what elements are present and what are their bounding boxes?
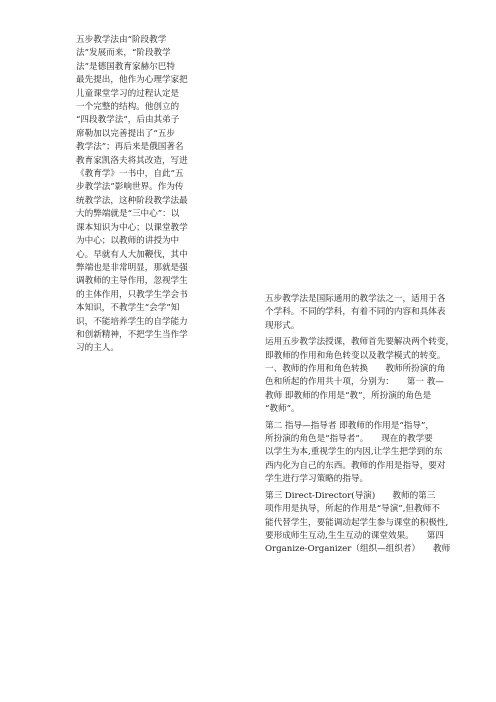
right-text-paragraph <box>265 420 446 487</box>
right-text-line: 项作用是执导，所起的作用是“导演”,但教师不 <box>265 504 440 515</box>
left-text-line: 大的弊端就是“三中心”：以 <box>76 209 180 220</box>
right-text-paragraph <box>265 490 451 557</box>
left-text-line: 心。早就有人大加鞭伐，其中 <box>76 249 188 260</box>
right-text-line: 能代替学生，要能调动起学生参与课堂的积极性, <box>265 517 449 528</box>
left-text-line: 弊端也是非常明显，那就是强 <box>76 262 188 273</box>
right-text-line: 即教师的作用和角色转变以及教学模式的转变。 <box>265 350 446 361</box>
right-text-line: 色和所起的作用共十项，分别为： 第一 教— <box>265 377 444 388</box>
right-text-line: 一、教师的作用和角色转换 教师所扮演的角 <box>265 364 446 375</box>
left-text-line: 和创新精神，不把学生当作学 <box>76 329 188 340</box>
left-text-line: 习的主人。 <box>76 343 119 354</box>
right-text-line: 五步教学法是国际通用的教学法之一，适用于各 <box>265 294 446 304</box>
right-text-line: 学生进行学习策略的指导。 <box>265 474 369 485</box>
left-text-line: 统教学法，这种阶段教学法最 <box>76 195 188 206</box>
left-text-line: 教学法”；再后来是俄国著名 <box>76 142 184 153</box>
right-text-line: 所扮演的角色是“指导者”。 现在的教学要 <box>265 434 433 445</box>
right-text-column <box>265 293 455 557</box>
left-text-column <box>76 34 212 356</box>
left-text-line: 步教学法”影响世界。作为传 <box>76 182 184 193</box>
right-text-paragraph <box>265 293 446 333</box>
right-text-line: 运用五步教学法授课，教师首先要解决两个转变， <box>265 337 455 348</box>
left-text-line: 一个完整的结构。他创立的 <box>76 102 180 113</box>
left-text-line: 五步教学法由“阶段教学 <box>76 35 167 45</box>
left-text-line: 本知识，不教学生“会学”知 <box>76 303 180 314</box>
left-text-line: 《教育学》一书中，自此“五 <box>76 169 184 180</box>
left-text-line: 儿童课堂学习的过程认定是 <box>76 88 180 99</box>
left-text-line: 席勒加以完善提出了“五步 <box>76 128 175 139</box>
right-text-line: 教师 即教师的作用是“教”，所扮演的角色是 <box>265 390 432 401</box>
right-text-line: 要形成师生互动,生生互动的课堂效果。 第四 <box>265 530 444 541</box>
right-text-line: 第三 Direct-Director(导演) 教师的第三 <box>265 490 436 501</box>
right-text-line: 个学科。不同的学科，有着不同的内容和具体表 <box>265 307 446 318</box>
right-text-paragraph <box>265 336 455 416</box>
right-text-line: Organize-Organizer（组织—组织者） 教师 <box>265 544 451 555</box>
left-text-line: 课本知识为中心；以课堂教学 <box>76 222 188 233</box>
left-text-line: 法”发展而来，“阶段教学 <box>76 48 171 59</box>
left-text-line: 法”是德国教育家赫尔巴特 <box>76 61 175 72</box>
left-text-line: 教育家凯洛夫将其改造，写进 <box>76 155 188 166</box>
left-text-line: 识，不能培养学生的自学能力 <box>76 316 188 327</box>
right-text-line: 西内化为自己的东西。教师的作用是指导，要对 <box>265 460 446 471</box>
right-text-line: “教师”。 <box>265 404 300 415</box>
right-text-line: 现形式。 <box>265 320 300 331</box>
left-text-line: 调教师的主导作用，忽视学生 <box>76 276 188 287</box>
right-text-line: 以学生为本,重视学生的内因,让学生把学到的东 <box>265 447 443 458</box>
left-text-line: 最先提出，他作为心理学家把 <box>76 75 188 86</box>
left-text-line: 为中心；以教师的讲授为中 <box>76 236 180 247</box>
right-text-line: 第二 指导—指导者 即教师的作用是“指导”， <box>265 420 434 431</box>
left-text-line: “四段教学法”，后由其弟子 <box>76 115 180 126</box>
left-text-line: 的主体作用，只教学生学会书 <box>76 289 188 300</box>
